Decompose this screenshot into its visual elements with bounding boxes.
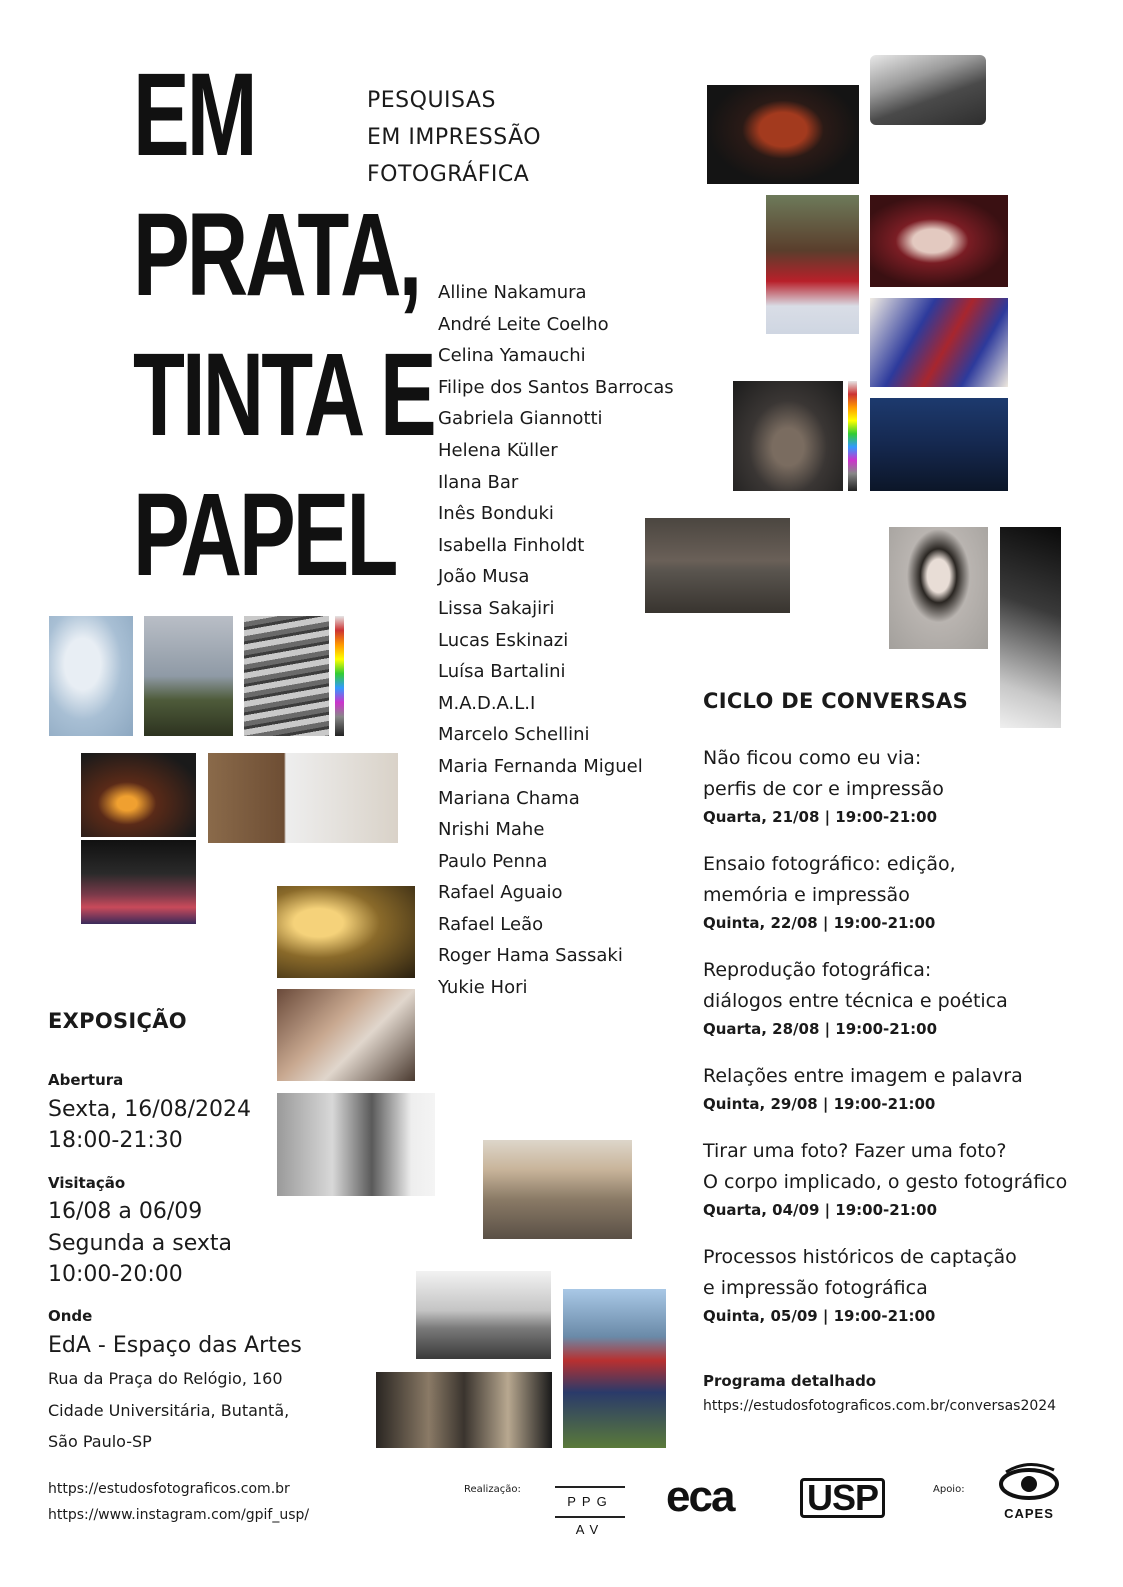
artist-name: M.A.D.A.L.I xyxy=(438,692,536,714)
photo-family-scene xyxy=(277,989,415,1081)
artist-name: Rafael Leão xyxy=(438,913,544,935)
artist-name: Filipe dos Santos Barrocas xyxy=(438,376,674,398)
artist-name: André Leite Coelho xyxy=(438,313,609,335)
photo-book-spread xyxy=(208,753,398,843)
artist-name: Nrishi Mahe xyxy=(438,819,545,841)
title-line-2: PRATA, xyxy=(133,189,420,321)
visitacao-dates: 16/08 a 06/09 xyxy=(48,1199,203,1224)
artist-name: Helena Küller xyxy=(438,439,558,461)
artist-name: Mariana Chama xyxy=(438,787,580,809)
visitacao-days: Segunda a sexta xyxy=(48,1231,233,1256)
talk-date: Quinta, 22/08 | 19:00-21:00 xyxy=(703,914,936,932)
abertura-time: 18:00-21:30 xyxy=(48,1128,183,1153)
photo-two-people xyxy=(563,1289,666,1448)
talk-title: Tirar uma foto? Fazer uma foto? xyxy=(703,1140,1007,1162)
subtitle-line: PESQUISAS xyxy=(367,88,496,113)
photo-bw-people xyxy=(277,1093,435,1196)
artist-name: Paulo Penna xyxy=(438,850,548,872)
artist-name: Gabriela Giannotti xyxy=(438,408,603,430)
color-chart-strip xyxy=(848,381,857,491)
onde-district: Cidade Universitária, Butantã, xyxy=(48,1401,290,1420)
onde-venue: EdA - Espaço das Artes xyxy=(48,1333,302,1358)
talk-date: Quarta, 04/09 | 19:00-21:00 xyxy=(703,1201,938,1219)
photo-old-building xyxy=(645,518,790,613)
artist-name: Marcelo Schellini xyxy=(438,724,590,746)
photo-wooden-deck xyxy=(244,616,329,736)
talk-title: diálogos entre técnica e poética xyxy=(703,990,1008,1012)
photo-sleeping xyxy=(733,381,843,491)
ppgav-logo-text: PPG AV xyxy=(567,1494,613,1537)
programa-link[interactable]: https://estudosfotograficos.com.br/conversas2024 xyxy=(703,1398,1057,1414)
photo-red-stone xyxy=(707,85,859,184)
talk-item xyxy=(703,1061,1023,1128)
talk-title: e impressão fotográfica xyxy=(703,1277,928,1299)
artist-name: Lissa Sakajiri xyxy=(438,597,555,619)
artist-name: Celina Yamauchi xyxy=(438,345,586,367)
artist-name: Roger Hama Sassaki xyxy=(438,945,623,967)
photo-clouds xyxy=(49,616,133,736)
visitacao-time: 10:00-20:00 xyxy=(48,1262,183,1287)
photo-landscape xyxy=(144,616,233,736)
artist-name: Rafael Aguaio xyxy=(438,882,563,904)
abertura-date: Sexta, 16/08/2024 xyxy=(48,1097,252,1122)
talk-date: Quarta, 21/08 | 19:00-21:00 xyxy=(703,808,938,826)
subtitle-line: EM IMPRESSÃO xyxy=(367,125,542,150)
apoio-label: Apoio: xyxy=(933,1484,965,1495)
photo-golden-tree xyxy=(277,886,415,978)
exposicao-heading: EXPOSIÇÃO xyxy=(48,1009,187,1033)
photo-painting xyxy=(870,298,1008,387)
talk-title: Ensaio fotográfico: edição, xyxy=(703,853,956,875)
photo-furnace xyxy=(81,753,196,837)
visitacao-label: Visitação xyxy=(48,1174,126,1192)
artist-name: Maria Fernanda Miguel xyxy=(438,755,643,777)
photo-child-mask xyxy=(766,195,859,334)
title-line-1: EM xyxy=(133,49,255,181)
capes-logo-text: CAPES xyxy=(1004,1506,1054,1521)
color-chart-strip xyxy=(335,616,344,736)
talk-title: Não ficou como eu via: xyxy=(703,747,922,769)
talk-date: Quarta, 28/08 | 19:00-21:00 xyxy=(703,1020,938,1038)
ciclo-heading: CICLO DE CONVERSAS xyxy=(703,689,969,713)
artist-name: Isabella Finholdt xyxy=(438,534,585,556)
talk-item xyxy=(703,955,1008,1053)
photo-bw-building xyxy=(416,1271,551,1359)
programa-label: Programa detalhado xyxy=(703,1372,877,1390)
artist-list xyxy=(438,280,674,1007)
usp-logo: USP xyxy=(800,1478,885,1518)
onde-street: Rua da Praça do Relógio, 160 xyxy=(48,1369,283,1388)
artist-name: Inês Bonduki xyxy=(438,503,554,525)
talk-title: memória e impressão xyxy=(703,884,910,906)
photo-phone-hand xyxy=(870,195,1008,287)
talk-item xyxy=(703,849,956,947)
site-link[interactable]: https://estudosfotograficos.com.br xyxy=(48,1481,290,1497)
capes-logo xyxy=(996,1460,1062,1520)
talk-title: perfis de cor e impressão xyxy=(703,778,944,800)
photo-city-street xyxy=(870,55,986,125)
photo-table-family xyxy=(81,840,196,924)
talk-item xyxy=(703,1136,1067,1234)
onde-label: Onde xyxy=(48,1307,93,1325)
instagram-link[interactable]: https://www.instagram.com/gpif_usp/ xyxy=(48,1507,310,1523)
artist-name: Luísa Bartalini xyxy=(438,661,566,683)
subtitle xyxy=(367,82,541,193)
photo-pyramid-cars xyxy=(483,1140,632,1239)
talk-date: Quinta, 05/09 | 19:00-21:00 xyxy=(703,1307,936,1325)
artist-name: Ilana Bar xyxy=(438,471,519,493)
ppgav-logo xyxy=(555,1486,625,1537)
artist-name: Lucas Eskinazi xyxy=(438,629,569,651)
talk-title: Reprodução fotográfica: xyxy=(703,959,932,981)
talk-item xyxy=(703,743,944,841)
abertura-label: Abertura xyxy=(48,1071,124,1089)
talk-title: Relações entre imagem e palavra xyxy=(703,1065,1023,1087)
artist-name: Alline Nakamura xyxy=(438,282,587,303)
artist-name: João Musa xyxy=(438,566,530,588)
title-line-3: TINTA E xyxy=(133,329,434,461)
talk-date: Quinta, 29/08 | 19:00-21:00 xyxy=(703,1095,936,1113)
talk-title: Processos históricos de captação xyxy=(703,1246,1017,1268)
photo-blue-sea xyxy=(870,398,1008,491)
photo-portrait-woman xyxy=(889,527,988,649)
talk-item xyxy=(703,1242,1017,1340)
eca-logo: eca xyxy=(666,1472,734,1521)
photo-interior-stairs xyxy=(376,1372,552,1448)
capes-eye-icon xyxy=(996,1460,1062,1504)
onde-city: São Paulo-SP xyxy=(48,1432,152,1451)
subtitle-line: FOTOGRÁFICA xyxy=(367,162,530,187)
artist-name: Yukie Hori xyxy=(438,977,528,999)
realizacao-label: Realização: xyxy=(464,1484,521,1495)
talk-title: O corpo implicado, o gesto fotográfico xyxy=(703,1171,1068,1193)
photo-leaves xyxy=(1000,527,1061,728)
title-line-4: PAPEL xyxy=(133,469,396,601)
